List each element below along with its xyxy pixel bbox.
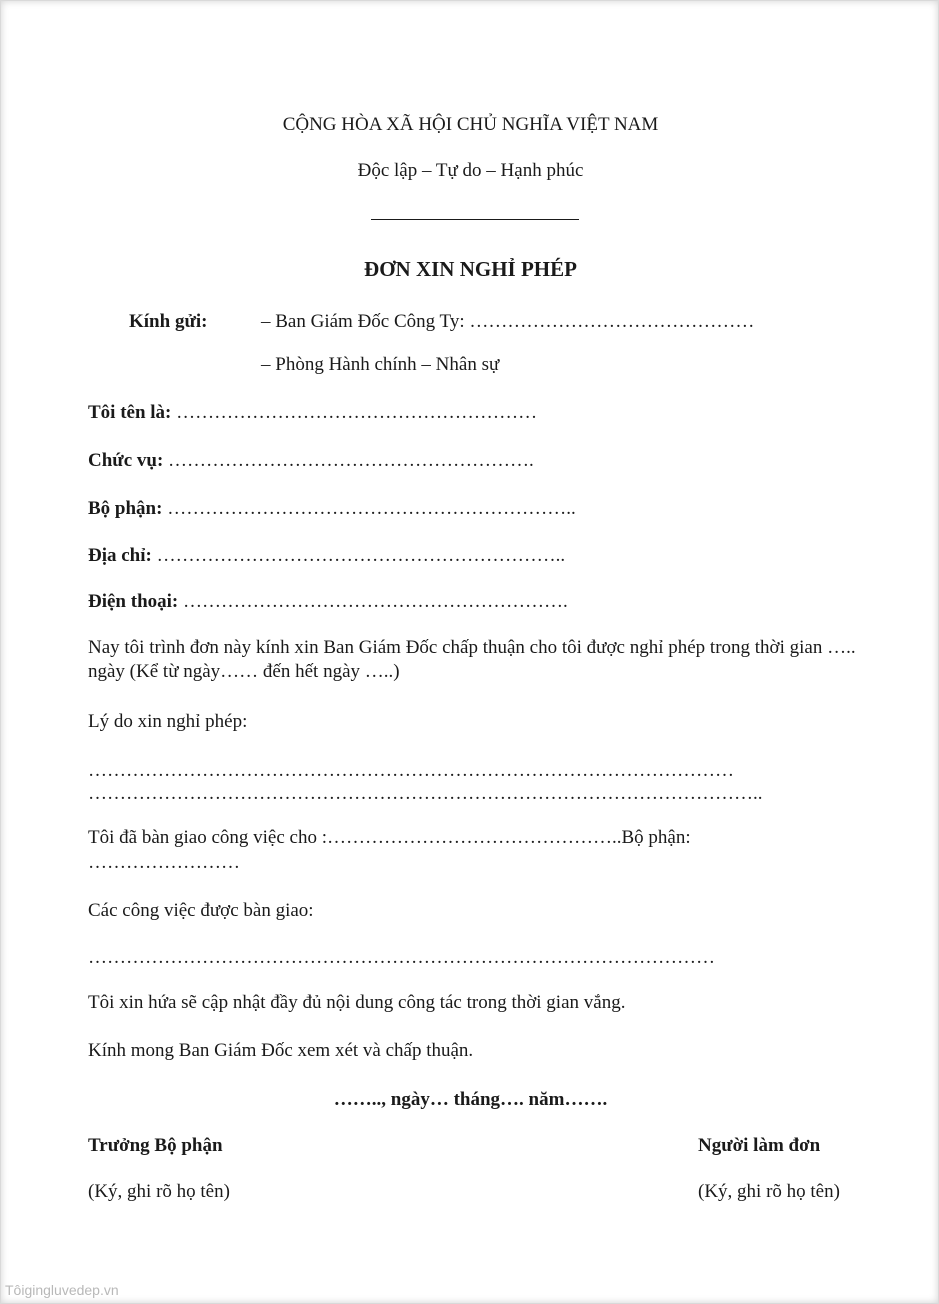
left-signature-note: (Ký, ghi rõ họ tên): [88, 1181, 230, 1202]
reason-label: Lý do xin nghỉ phép:: [88, 711, 248, 732]
recipient-line-2: – Phòng Hành chính – Nhân sự: [261, 354, 500, 375]
recipient-line-1: – Ban Giám Đốc Công Ty: ………………………………………: [261, 311, 755, 332]
closing-text: Kính mong Ban Giám Đốc xem xét và chấp thuận.: [88, 1040, 474, 1061]
name-field: [88, 401, 537, 425]
address-label: Địa chỉ:: [88, 545, 152, 566]
address-field: [88, 544, 565, 568]
tasks-dots: ………………………………………………………………………………………: [88, 947, 715, 968]
right-signature-note: (Ký, ghi rõ họ tên): [698, 1181, 840, 1202]
reason-line-2: ……………………………………………………………………………………………..: [88, 783, 763, 804]
phone-dots: …………………………………………………….: [178, 591, 568, 612]
name-label: Tôi tên là:: [88, 402, 172, 423]
left-signature-title: Trưởng Bộ phận: [88, 1135, 223, 1156]
watermark: Tôigingluvedep.vn: [5, 1282, 119, 1298]
document-title: ĐƠN XIN NGHỈ PHÉP: [364, 257, 577, 281]
promise-text: Tôi xin hứa sẽ cập nhật đầy đủ nội dung công tác trong thời gian vắng.: [88, 992, 626, 1013]
tasks-label: Các công việc được bàn giao:: [88, 900, 314, 921]
handover-line-2: ……………………: [88, 852, 240, 873]
position-field: [88, 449, 534, 473]
position-dots: ………………………………………………….: [163, 450, 534, 471]
request-paragraph: Nay tôi trình đơn này kính xin Ban Giám Đốc chấp thuận cho tôi được nghỉ phép trong thời gian ….. ngày (Kể từ ngày…… đến hết ngày …..): [88, 637, 856, 682]
name-dots: …………………………………………………: [171, 402, 538, 423]
date-line: …….., ngày… tháng…. năm…….: [333, 1089, 608, 1110]
handover-line-1: Tôi đã bàn giao công việc cho :………………………………………..Bộ phận:: [88, 827, 691, 848]
department-dots: ………………………………………………………..: [162, 498, 576, 519]
recipients-label: Kính gửi:: [129, 311, 208, 332]
motto: Độc lập – Tự do – Hạnh phúc: [357, 160, 584, 181]
phone-field: [88, 590, 568, 614]
country-heading: CỘNG HÒA XÃ HỘI CHỦ NGHĨA VIỆT NAM: [282, 114, 659, 135]
heading-divider: [371, 219, 579, 220]
position-label: Chức vụ:: [88, 450, 164, 471]
right-signature-title: Người làm đơn: [698, 1135, 821, 1156]
reason-line-1: …………………………………………………………………………………………: [88, 760, 734, 781]
address-dots: ………………………………………………………..: [151, 545, 566, 566]
phone-label: Điện thoại:: [88, 591, 179, 612]
department-field: [88, 497, 576, 521]
department-label: Bộ phận:: [88, 498, 163, 519]
